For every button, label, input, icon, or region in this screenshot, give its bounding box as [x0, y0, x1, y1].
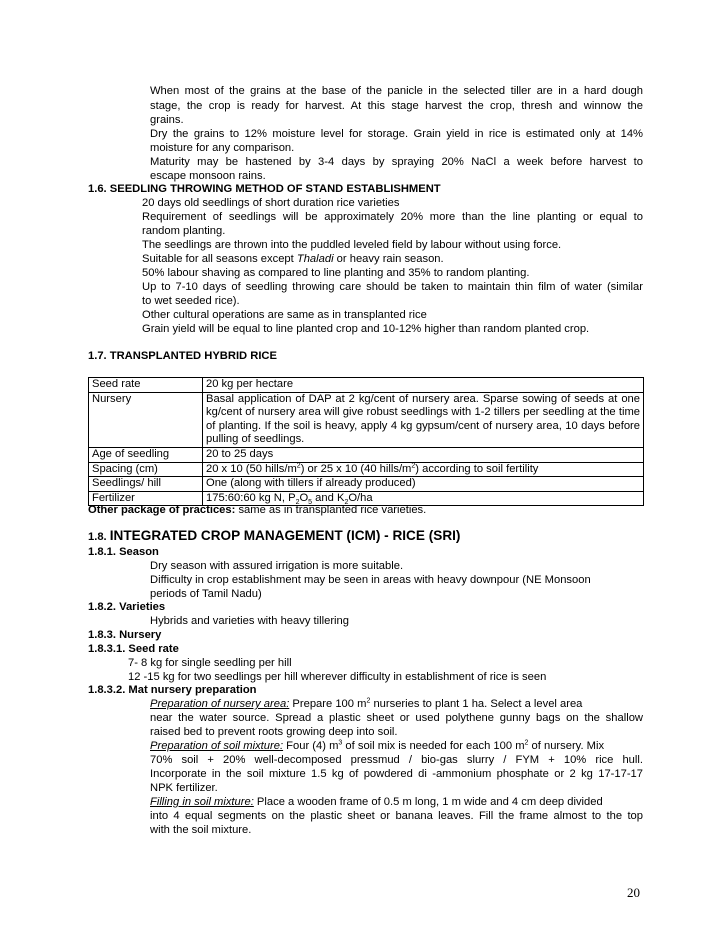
table-cell-key: Nursery: [89, 392, 203, 447]
table-cell-value: Basal application of DAP at 2 kg/cent of nursery area. Sparse sowing of seeds at one kg/cent of nursery area will give robust seedlings with 1-2 tillers per seedling at the time of planting. If the soil is heavy, apply 4 kg gypsum/cent of nursery area, 10 days before pulling of seedlings.: [203, 392, 644, 447]
bullet-line: Up to 7-10 days of seedling throwing care should be taken to maintain thin film of water (similar: [142, 281, 643, 293]
harvest-line: moisture for any comparison.: [150, 142, 295, 154]
body-line: Filling in soil mixture: Place a wooden frame of 0.5 m long, 1 m wide and 4 cm deep divided: [150, 796, 603, 808]
bullet-line: 20 days old seedlings of short duration rice varieties: [142, 197, 400, 209]
harvest-line: stage, the crop is ready for harvest. At this stage harvest the crop, thresh and winnow the: [150, 100, 643, 112]
bullet-line: to wet seeded rice).: [142, 295, 240, 307]
subsection-heading: 1.8.3.1. Seed rate: [88, 643, 179, 655]
bullet-line: Requirement of seedlings will be approximately 20% more than the line planting or equal to: [142, 211, 643, 223]
table-cell-value: 20 x 10 (50 hills/$m^2$) or 25 x 10 (40 hills/$m^2$) according to soil fertility: [203, 462, 644, 477]
subsection-heading: 1.8.3. Nursery: [88, 629, 162, 641]
table-cell-value: One (along with tillers if already produced): [203, 477, 644, 492]
table-row: [89, 378, 644, 393]
section-heading: 1.8. INTEGRATED CROP MANAGEMENT (ICM) - RICE (SRI): [88, 528, 461, 543]
body-line: 7- 8 kg for single seedling per hill: [128, 657, 292, 669]
bullet-line: Other cultural operations are same as in transplanted rice: [142, 309, 427, 321]
body-line: 12 -15 kg for two seedlings per hill wherever difficulty in establishment of rice is seen: [128, 671, 547, 683]
subsection-heading: 1.8.3.2. Mat nursery preparation: [88, 684, 257, 696]
harvest-line: Dry the grains to 12% moisture level for storage. Grain yield in rice is estimated only at 14%: [150, 128, 643, 140]
body-line: periods of Tamil Nadu): [150, 588, 262, 600]
table-cell-value: 175:60:60 kg N, $P_2O_5$ and $K_2O/ha$: [203, 491, 644, 506]
harvest-line: grains.: [150, 114, 184, 126]
table-cell-key: Spacing (cm): [89, 462, 203, 477]
table-row: [89, 477, 644, 492]
body-line: near the water source. Spread a plastic sheet or used polythene gunny bags on the shallow: [150, 712, 643, 724]
other-practices-line: Other package of practices: same as in transplanted rice varieties.: [88, 504, 427, 516]
table-cell-value: 20 kg per hectare: [203, 378, 644, 393]
harvest-line: When most of the grains at the base of the panicle in the selected tiller are in a hard dough: [150, 85, 643, 97]
bullet-line: random planting.: [142, 225, 226, 237]
table-row: [89, 447, 644, 462]
body-line: raised bed to prevent roots growing deep into soil.: [150, 726, 398, 738]
body-line: Dry season with assured irrigation is more suitable.: [150, 560, 404, 572]
body-line: into 4 equal segments on the plastic sheet or banana leaves. Fill the frame almost to the top: [150, 810, 643, 822]
body-line: Preparation of soil mixture: Four (4) $m^3$ of soil mix is needed for each 100 $m^2$ of nursery. Mix: [150, 739, 605, 752]
harvest-line: escape monsoon rains.: [150, 170, 266, 182]
body-line: Preparation of nursery area: Prepare 100 $m^2$ nurseries to plant 1 ha. Select a level area: [150, 697, 583, 710]
table-cell-key: Fertilizer: [89, 491, 203, 506]
body-line: Hybrids and varieties with heavy tillering: [150, 615, 349, 627]
bullet-line: 50% labour shaving as compared to line planting and 35% to random planting.: [142, 267, 530, 279]
section-heading: 1.6. SEEDLING THROWING METHOD OF STAND ESTABLISHMENT: [88, 183, 441, 195]
section-heading: 1.7. TRANSPLANTED HYBRID RICE: [88, 350, 277, 362]
page-number: 20: [627, 885, 640, 900]
body-line: NPK fertilizer.: [150, 782, 218, 794]
table-row: [89, 462, 644, 477]
subsection-heading: 1.8.2. Varieties: [88, 601, 166, 613]
hybrid-rice-table: [88, 377, 644, 506]
bullet-line: Suitable for all seasons except Thaladi or heavy rain season.: [142, 253, 444, 265]
subsection-heading: 1.8.1. Season: [88, 546, 159, 558]
table-cell-key: Age of seedling: [89, 447, 203, 462]
table-cell-key: Seedlings/ hill: [89, 477, 203, 492]
body-line: with the soil mixture.: [150, 824, 252, 836]
table-cell-value: 20 to 25 days: [203, 447, 644, 462]
harvest-line: Maturity may be hastened by 3-4 days by spraying 20% NaCl a week before harvest to: [150, 156, 643, 168]
table-row: [89, 392, 644, 447]
body-line: Incorporate in the soil mixture 1.5 kg of powdered di -ammonium phosphate or 2 kg 17-17-17: [150, 768, 643, 780]
table-cell-key: Seed rate: [89, 378, 203, 393]
bullet-line: Grain yield will be equal to line planted crop and 10-12% higher than random planted crop.: [142, 323, 590, 335]
bullet-line: The seedlings are thrown into the puddled leveled field by labour without using force.: [142, 239, 562, 251]
body-line: 70% soil + 20% well-decomposed pressmud / bio-gas slurry / FYM + 10% rice hull.: [150, 754, 643, 766]
body-line: Difficulty in crop establishment may be seen in areas with heavy downpour (NE Monsoon: [150, 574, 591, 586]
